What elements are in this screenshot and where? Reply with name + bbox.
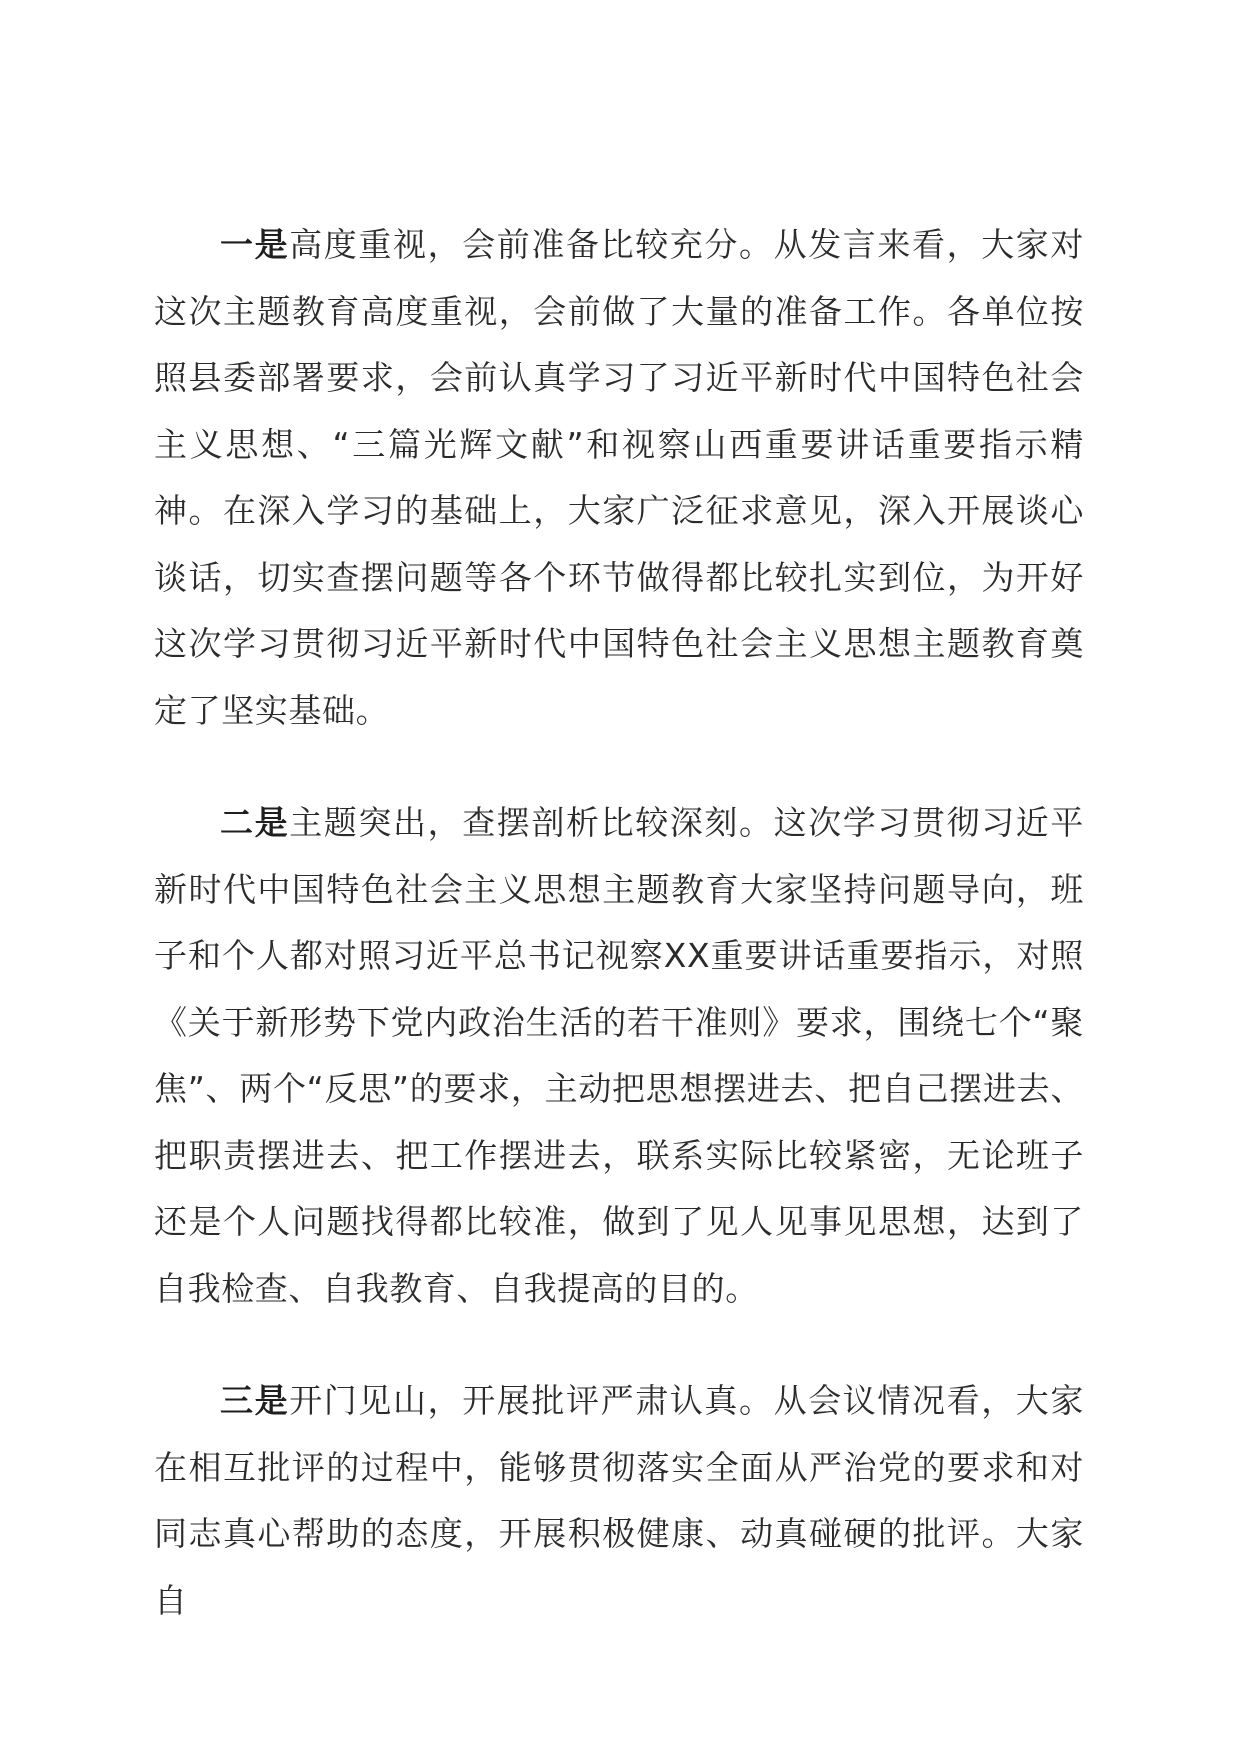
document-body (154, 212, 1084, 1680)
paragraph-3-lead: 三是 (220, 1381, 290, 1420)
paragraph-1 (154, 212, 1084, 744)
paragraph-1-text: 高度重视，会前准备比较充分。从发言来看，大家对这次主题教育高度重视，会前做了大量的准备工作。各单位按照县委部署要求，会前认真学习了习近平新时代中国特色社会主义思想、“三篇光辉文献”和视察山西重要讲话重要指示精神。在深入学习的基础上，大家广泛征求意见，深入开展谈心谈话，切实查摆问题等各个环节做得都比较扎实到位，为开好这次学习贯彻习近平新时代中国特色社会主义思想主题教育奠定了坚实基础。 (154, 225, 1084, 730)
paragraph-2-lead: 二是 (220, 803, 290, 842)
paragraph-2-text: 主题突出，查摆剖析比较深刻。这次学习贯彻习近平新时代中国特色社会主义思想主题教育大家坚持问题导向，班子和个人都对照习近平总书记视察XX重要讲话重要指示，对照《关于新形势下党内政治生活的若干准则》要求，围绕七个“聚焦”、两个“反思”的要求，主动把思想摆进去、把自己摆进去、把职责摆进去、把工作摆进去，联系实际比较紧密，无论班子还是个人问题找得都比较准，做到了见人见事见思想，达到了自我检查、自我教育、自我提高的目的。 (154, 803, 1084, 1308)
paragraph-3-text: 开门见山，开展批评严肃认真。从会议情况看，大家在相互批评的过程中，能够贯彻落实全面从严治党的要求和对同志真心帮助的态度，开展积极健康、动真碰硬的批评。大家自 (154, 1381, 1084, 1620)
paragraph-1-lead: 一是 (220, 225, 290, 264)
paragraph-2 (154, 790, 1084, 1322)
paragraph-3 (154, 1368, 1084, 1634)
